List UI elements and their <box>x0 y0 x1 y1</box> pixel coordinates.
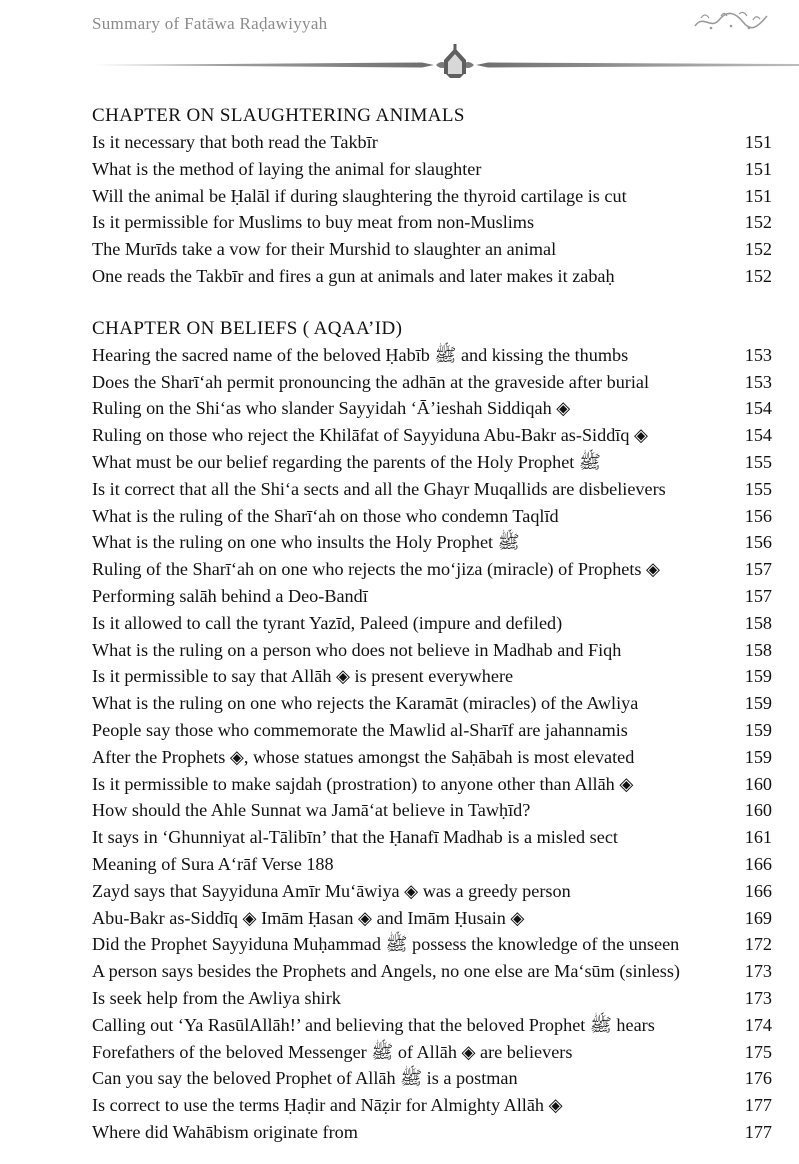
toc-entry[interactable] <box>92 1039 772 1066</box>
toc-entry-title: Ruling on those who reject the Khilāfat of Sayyiduna Abu-Bakr as-Siddīq ◈ <box>92 425 648 446</box>
toc-entry[interactable] <box>92 1065 772 1092</box>
toc-entry[interactable] <box>92 263 772 290</box>
toc-entry-title: How should the Ahle Sunnat wa Jamā‘at believe in Tawḥīd? <box>92 800 531 821</box>
toc-entry[interactable] <box>92 422 772 449</box>
toc-entry-page-number: 172 <box>744 934 772 955</box>
toc-entry[interactable] <box>92 958 772 985</box>
toc-entry[interactable] <box>92 637 772 664</box>
toc-entry-page-number: 166 <box>744 880 772 901</box>
toc-entry-page-number: 155 <box>744 478 772 499</box>
toc-entry[interactable] <box>92 985 772 1012</box>
toc-entry-title: What is the method of laying the animal for slaughter <box>92 158 482 179</box>
toc-entry-page-number: 153 <box>744 344 772 365</box>
toc-entry-page-number: 154 <box>744 398 772 419</box>
toc-entry-page-number: 160 <box>744 800 772 821</box>
toc-entry-title: Abu-Bakr as-Siddīq ◈ Imām Ḥasan ◈ and Imām Ḥusain ◈ <box>92 907 525 928</box>
toc-entry[interactable] <box>92 797 772 824</box>
toc-entry-page-number: 159 <box>744 693 772 714</box>
toc-entry-page-number: 151 <box>744 158 772 179</box>
toc-entry[interactable] <box>92 744 772 771</box>
toc-entry[interactable] <box>92 395 772 422</box>
toc-entry[interactable] <box>92 236 772 263</box>
toc-entry-title: What is the ruling on one who insults the Holy Prophet ﷺ <box>92 532 520 553</box>
toc-entry-title: Is it necessary that both read the Takbīr <box>92 132 378 152</box>
toc-entry[interactable] <box>92 610 772 637</box>
toc-entry-page-number: 174 <box>744 1014 772 1035</box>
toc-entry[interactable] <box>92 369 772 396</box>
toc-entry-title: What must be our belief regarding the parents of the Holy Prophet ﷺ <box>92 451 601 472</box>
toc-entry-title: What is the ruling on one who rejects the Karamāt (miracles) of the Awliya <box>92 693 639 714</box>
toc-entry[interactable] <box>92 1012 772 1039</box>
toc-entry-page-number: 159 <box>744 666 772 687</box>
chapter-heading: CHAPTER ON SLAUGHTERING ANIMALS <box>92 105 465 126</box>
header-ornament-divider <box>92 44 799 84</box>
chapter-heading: CHAPTER ON BELIEFS ( AQAA’ID) <box>92 317 403 339</box>
toc-entry-title: Calling out ‘Ya RasūlAllāh!’ and believing that the beloved Prophet ﷺ hears <box>92 1014 655 1035</box>
toc-entry-title: Does the Sharī‘ah permit pronouncing the adhān at the graveside after burial <box>92 371 650 392</box>
toc-entry[interactable] <box>92 878 772 905</box>
toc-entry-page-number: 156 <box>744 505 772 526</box>
toc-entry-title: Meaning of Sura A‘rāf Verse 188 <box>92 853 334 874</box>
toc-entry-page-number: 151 <box>744 185 772 206</box>
toc-entry-title: A person says besides the Prophets and Angels, no one else are Ma‘sūm (sinless) <box>92 961 680 982</box>
toc-entry-page-number: 153 <box>744 371 772 392</box>
toc-entry-page-number: 158 <box>744 612 772 633</box>
toc-entry-title: It says in ‘Ghunniyat al-Tālibīn’ that the Ḥanafī Madhab is a misled sect <box>92 827 618 848</box>
toc-entry-page-number: 169 <box>744 907 772 928</box>
toc-entry-title: Is seek help from the Awliya shirk <box>92 987 341 1008</box>
toc-entry-title: Is it allowed to call the tyrant Yazīd, Paleed (impure and defiled) <box>92 612 563 633</box>
toc-entry-title: Is correct to use the terms Ḥaḍir and Nāẓir for Almighty Allāh ◈ <box>92 1095 563 1116</box>
toc-entry[interactable] <box>92 556 772 583</box>
toc-entry-title: Can you say the beloved Prophet of Allāh ﷺ is a postman <box>92 1068 518 1089</box>
toc-entry-page-number: 157 <box>744 559 772 580</box>
toc-entry-page-number: 152 <box>744 239 772 260</box>
toc-entry-title: Zayd says that Sayyiduna Amīr Mu‘āwiya ◈ was a greedy person <box>92 880 571 901</box>
toc-entry[interactable] <box>92 771 772 798</box>
running-title: Summary of Fatāwa Raḍawiyyah <box>92 14 328 33</box>
toc-entry-title: What is the ruling of the Sharī‘ah on those who condemn Taqlīd <box>92 505 559 526</box>
toc-entry[interactable] <box>92 342 772 369</box>
page-header <box>0 0 799 80</box>
toc-entry[interactable] <box>92 156 772 183</box>
toc-entry-title: Ruling of the Sharī‘ah on one who rejects the mo‘jiza (miracle) of Prophets ◈ <box>92 559 661 580</box>
toc-entry-page-number: 152 <box>744 212 772 233</box>
toc-entry[interactable] <box>92 583 772 610</box>
toc-entry-page-number: 159 <box>744 746 772 767</box>
table-of-contents <box>92 103 772 1146</box>
toc-entry-page-number: 173 <box>744 987 772 1008</box>
toc-entry-page-number: 158 <box>744 639 772 660</box>
toc-entry-title: People say those who commemorate the Mawlid al-Sharīf are jahannamis <box>92 719 628 740</box>
toc-entry-page-number: 151 <box>744 132 772 152</box>
toc-entry[interactable] <box>92 851 772 878</box>
toc-entry-title: Performing salāh behind a Deo-Bandī <box>92 585 368 606</box>
toc-entry[interactable] <box>92 503 772 530</box>
toc-entry[interactable] <box>92 931 772 958</box>
toc-entry-title: Is it permissible for Muslims to buy meat from non-Muslims <box>92 212 535 233</box>
toc-entry-title: The Murīds take a vow for their Murshid to slaughter an animal <box>92 239 557 260</box>
toc-entry-page-number: 159 <box>744 719 772 740</box>
toc-entry[interactable] <box>92 824 772 851</box>
toc-entry-page-number: 154 <box>744 425 772 446</box>
toc-entry[interactable] <box>92 717 772 744</box>
toc-entry[interactable] <box>92 129 772 156</box>
toc-entry-page-number: 177 <box>744 1095 772 1116</box>
calligraphy-logo-icon <box>691 6 771 34</box>
toc-entry-page-number: 161 <box>744 827 772 848</box>
toc-entry-title: Hearing the sacred name of the beloved Ḥabīb ﷺ and kissing the thumbs <box>92 344 629 365</box>
toc-entry-page-number: 152 <box>744 265 772 286</box>
toc-entry-page-number: 173 <box>744 961 772 982</box>
toc-entry-title: Where did Wahābism originate from <box>92 1121 358 1142</box>
toc-entry[interactable] <box>92 449 772 476</box>
toc-entry-title: One reads the Takbīr and fires a gun at animals and later makes it zabaḥ <box>92 265 615 286</box>
toc-entry-page-number: 157 <box>744 585 772 606</box>
toc-entry-title: After the Prophets ◈, whose statues amongst the Saḥābah is most elevated <box>92 746 635 767</box>
toc-entry-title: Is it correct that all the Shi‘a sects and all the Ghayr Muqallids are disbelievers <box>92 478 666 499</box>
toc-entry-page-number: 166 <box>744 853 772 874</box>
toc-entry-title: What is the ruling on a person who does not believe in Madhab and Fiqh <box>92 639 622 660</box>
toc-entry-title: Did the Prophet Sayyiduna Muḥammad ﷺ possess the knowledge of the unseen <box>92 934 680 955</box>
toc-entry-page-number: 177 <box>744 1121 772 1142</box>
toc-entry-page-number: 155 <box>744 451 772 472</box>
toc-entry[interactable] <box>92 663 772 690</box>
toc-entry-page-number: 176 <box>744 1068 772 1089</box>
toc-entry-title: Ruling on the Shi‘as who slander Sayyidah ‘Ā’ieshah Siddiqah ◈ <box>92 398 571 419</box>
toc-entry[interactable] <box>92 690 772 717</box>
toc-entry[interactable] <box>92 1092 772 1119</box>
toc-entry-title: Is it permissible to say that Allāh ◈ is present everywhere <box>92 666 514 687</box>
toc-entry-page-number: 175 <box>744 1041 772 1062</box>
toc-entry-title: Is it permissible to make sajdah (prostration) to anyone other than Allāh ◈ <box>92 773 634 794</box>
toc-entry-page-number: 160 <box>744 773 772 794</box>
toc-entry[interactable] <box>92 905 772 932</box>
toc-entry[interactable] <box>92 1119 772 1146</box>
toc-entry-title: Forefathers of the beloved Messenger ﷺ of Allāh ◈ are believers <box>92 1041 573 1062</box>
toc-entry-title: Will the animal be Ḥalāl if during slaughtering the thyroid cartilage is cut <box>92 185 627 206</box>
toc-entry[interactable] <box>92 476 772 503</box>
toc-entry[interactable] <box>92 529 772 556</box>
toc-entry[interactable] <box>92 183 772 210</box>
toc-entry-page-number: 156 <box>744 532 772 553</box>
toc-entry[interactable] <box>92 209 772 236</box>
